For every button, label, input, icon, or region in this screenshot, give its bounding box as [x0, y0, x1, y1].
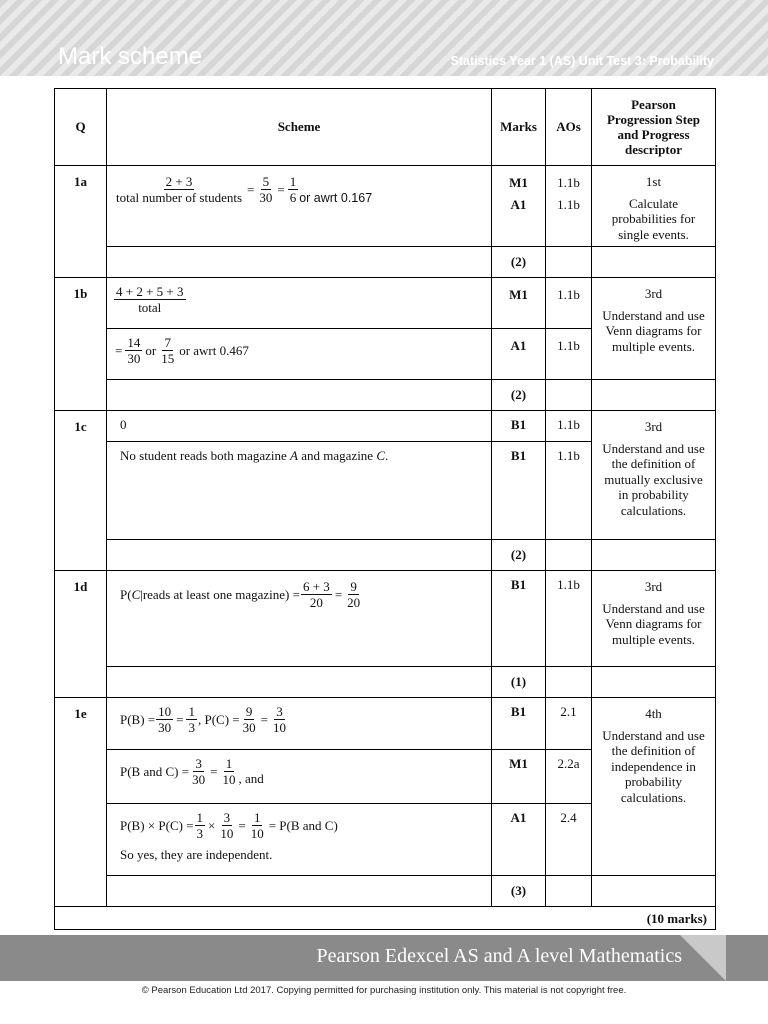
table-row-1e — [55, 698, 716, 750]
formula: P(B) × P(C) = $\frac{1}{3}$ × $\frac{3}{10}$ = $\frac{1}{10}$ = P(B and C) — [120, 810, 338, 841]
table-row-1a-total — [55, 247, 716, 278]
col-header-scheme: Scheme — [107, 89, 492, 166]
table-row-1c-total — [55, 540, 716, 571]
marks-cell: M1 A1 — [492, 166, 546, 247]
table-row-1a — [55, 166, 716, 247]
fraction: $\frac{3}{30}$ — [192, 756, 206, 787]
descriptor-cell: 3rd Understand and use Venn diagrams for multiple events. — [592, 278, 716, 380]
footer-brand-text: Pearson Edexcel AS and A level Mathematics — [316, 945, 682, 967]
header-row — [55, 89, 716, 166]
row-total: (2) — [492, 247, 546, 278]
fraction: $\frac{7}{15}$ — [161, 335, 175, 366]
descriptor-cell: 1st Calculate probabilities for single events. — [592, 166, 716, 247]
copyright-notice: © Pearson Education Ltd 2017. Copying permitted for purchasing institution only. This material is not copyright free. — [141, 985, 627, 996]
page-subtitle: Statistics Year 1 (AS) Unit Test 3: Probability — [450, 54, 714, 68]
row-total: (2) — [492, 540, 546, 571]
table-row-1c — [55, 411, 716, 442]
table-row-1b-total — [55, 380, 716, 411]
marks-cell: M1 — [492, 278, 546, 329]
scheme-cell — [107, 750, 492, 804]
aos-cell: 1.1b 1.1b — [546, 166, 592, 247]
fraction: $\frac{1}{10}$ — [250, 810, 264, 841]
page-title: Mark scheme — [58, 43, 203, 70]
marks-cell: B1 — [492, 698, 546, 750]
row-total: (1) — [492, 667, 546, 698]
formula: P(B) = $\frac{10}{30}$ = $\frac{1}{3}$ , P(C) = $\frac{9}{30}$ = $\frac{3}{10}$ — [120, 704, 286, 735]
fraction: $\frac{3}{10}$ — [220, 810, 234, 841]
aos-cell: 2.1 — [546, 698, 592, 750]
formula: $\frac{2 + 3}{\text{total number of students}}$ = $\frac{5}{30}$ = $\frac{1}{6}$ or awrt 0.167 — [116, 174, 373, 205]
table-row-1d — [55, 571, 716, 667]
fraction: $\frac{2 + 3}{\text{total number of students}}$ — [116, 174, 243, 205]
fraction: $\frac{5}{30}$ — [259, 174, 273, 205]
aos-cell: 2.4 — [546, 804, 592, 876]
fraction: $\frac{9}{30}$ — [242, 704, 256, 735]
grand-total-row — [55, 907, 716, 930]
col-header-marks: Marks — [492, 89, 546, 166]
scheme-cell: No student reads both magazine A and magazine C. — [107, 442, 492, 540]
fraction: $\frac{6 + 3}{20}$ — [302, 579, 330, 610]
fraction: $\frac{10}{30}$ — [158, 704, 172, 735]
table-row-1e-total — [55, 876, 716, 907]
fraction: $\frac{1}{3}$ — [196, 810, 204, 841]
question-number: 1a — [55, 166, 107, 278]
col-header-aos: AOs — [546, 89, 592, 166]
formula: = $\frac{14}{30}$ or $\frac{7}{15}$ or awrt 0.467 — [115, 335, 249, 366]
col-header-q: Q — [55, 89, 107, 166]
fraction: $\frac{1}{6}$ — [289, 174, 297, 205]
fraction: $\frac{14}{30}$ — [127, 335, 141, 366]
marks-cell: B1 — [492, 571, 546, 667]
aos-cell: 1.1b — [546, 411, 592, 442]
fraction: $\frac{3}{10}$ — [272, 704, 286, 735]
marks-cell: B1 — [492, 442, 546, 540]
scheme-cell — [107, 571, 492, 667]
marks-cell: M1 — [492, 750, 546, 804]
col-header-descriptor: Pearson Progression Step and Progress descriptor — [592, 89, 716, 166]
aos-cell: 1.1b — [546, 442, 592, 540]
marks-cell: B1 — [492, 411, 546, 442]
aos-cell: 1.1b — [546, 278, 592, 329]
mark-scheme-table — [54, 88, 716, 930]
marks-cell: A1 — [492, 329, 546, 380]
descriptor-cell: 4th Understand and use the definition of independence in probability calculations. — [592, 698, 716, 876]
fraction: $\frac{1}{10}$ — [222, 756, 236, 787]
descriptor-cell: 3rd Understand and use Venn diagrams for multiple events. — [592, 571, 716, 667]
scheme-cell — [107, 329, 492, 380]
question-number: 1c — [55, 411, 107, 571]
question-number: 1b — [55, 278, 107, 411]
formula: P( C |reads at least one magazine) = $\frac{6 + 3}{20}$ = $\frac{9}{20}$ — [120, 579, 361, 610]
scheme-cell — [107, 804, 492, 876]
table-row-1d-total — [55, 667, 716, 698]
footer-decoration — [680, 935, 726, 981]
row-total: (2) — [492, 380, 546, 411]
formula: P(B and C) = $\frac{3}{30}$ = $\frac{1}{10}$ , and — [120, 756, 264, 787]
scheme-cell — [107, 278, 492, 329]
aos-cell: 1.1b — [546, 571, 592, 667]
marks-cell: A1 — [492, 804, 546, 876]
tail-text: or awrt 0.167 — [299, 191, 373, 205]
scheme-cell: 0 — [107, 411, 492, 442]
question-number: 1d — [55, 571, 107, 698]
question-number: 1e — [55, 698, 107, 907]
descriptor-cell: 3rd Understand and use the definition of mutually exclusive in probability calculations. — [592, 411, 716, 540]
table-row-1b — [55, 278, 716, 329]
row-total: (3) — [492, 876, 546, 907]
conclusion-text: So yes, they are independent. — [120, 847, 273, 862]
aos-cell: 1.1b — [546, 329, 592, 380]
header-band — [0, 0, 768, 76]
scheme-cell — [107, 166, 492, 247]
tail-text: or awrt 0.467 — [179, 342, 249, 358]
scheme-cell — [107, 698, 492, 750]
grand-total: (10 marks) — [55, 907, 716, 930]
fraction: $\frac{9}{20}$ — [347, 579, 361, 610]
aos-cell: 2.2a — [546, 750, 592, 804]
fraction: $\frac{4 + 2 + 5 + 3}{\text{total}}$ — [116, 284, 184, 315]
fraction: $\frac{1}{3}$ — [188, 704, 195, 735]
